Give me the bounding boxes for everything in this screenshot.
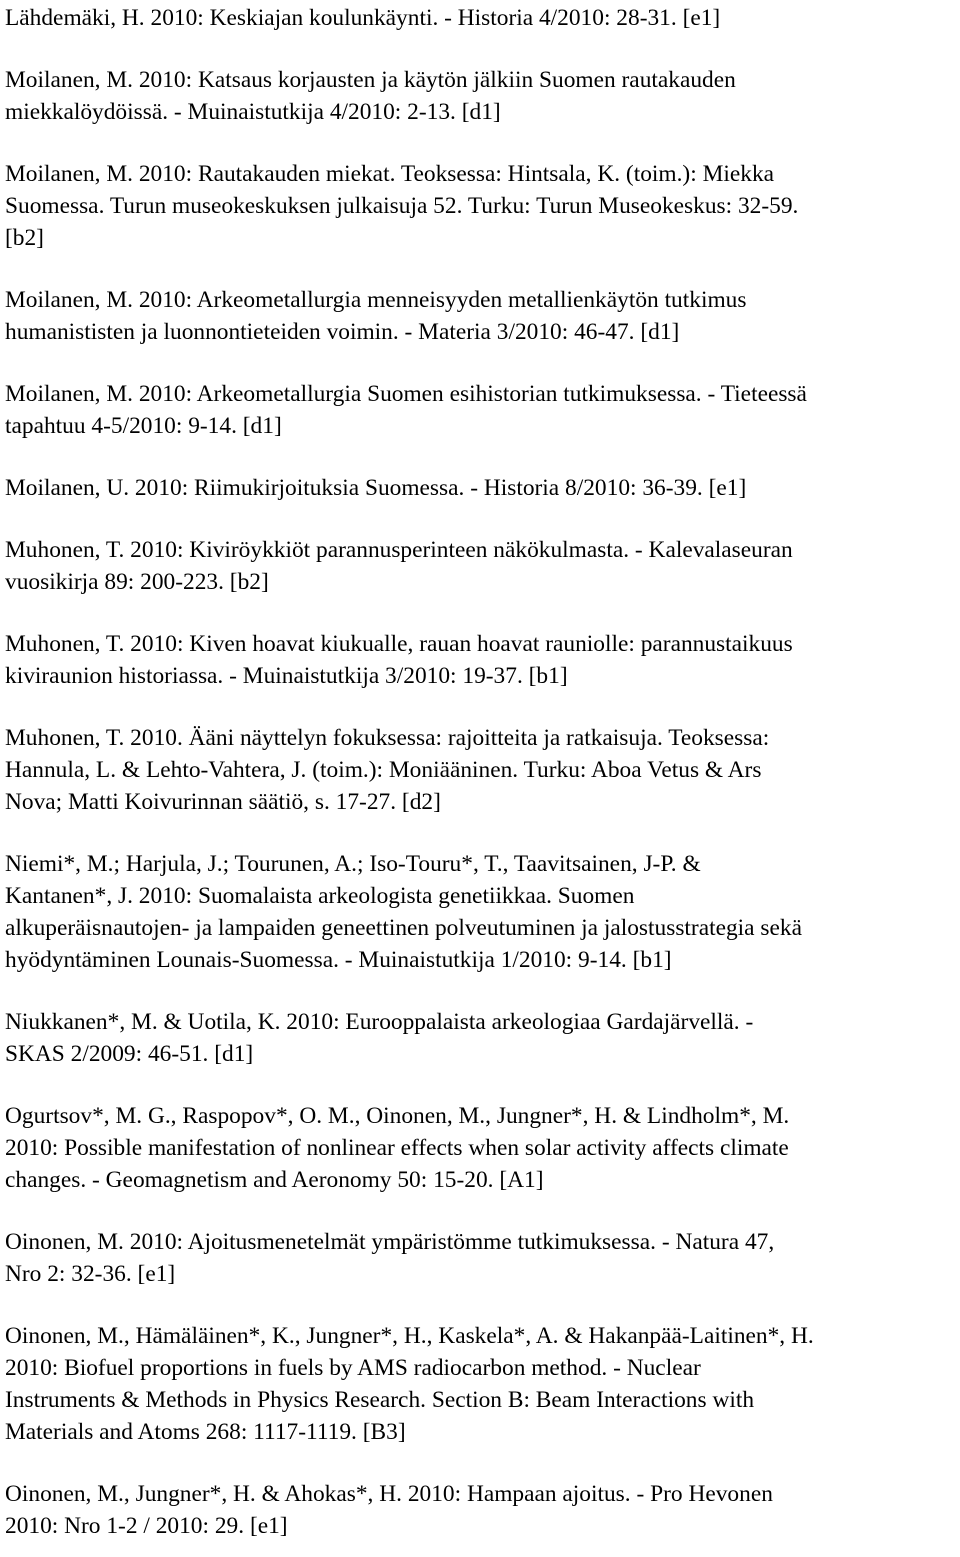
reference-line: Muhonen, T. 2010: Kiven hoavat kiukualle, rauan hoavat rauniolle: parannustaikuus xyxy=(5,631,793,657)
reference-entry xyxy=(5,2,960,34)
reference-entry xyxy=(5,1226,960,1290)
reference-entry xyxy=(5,1006,960,1070)
reference-entry xyxy=(5,848,960,976)
reference-line: kiviraunion historiassa. - Muinaistutkija 3/2010: 19-37. [b1] xyxy=(5,663,568,689)
reference-line: Niukkanen*, M. & Uotila, K. 2010: Eurooppalaista arkeologiaa Gardajärvellä. - xyxy=(5,1009,754,1035)
reference-entry xyxy=(5,628,960,692)
reference-line: Moilanen, U. 2010: Riimukirjoituksia Suomessa. - Historia 8/2010: 36-39. [e1] xyxy=(5,475,747,501)
reference-line: humanististen ja luonnontieteiden voimin. - Materia 3/2010: 46-47. [d1] xyxy=(5,319,680,345)
reference-line: Moilanen, M. 2010: Rautakauden miekat. Teoksessa: Hintsala, K. (toim.): Miekka xyxy=(5,161,775,187)
reference-line: Oinonen, M. 2010: Ajoitusmenetelmät ympäristömme tutkimuksessa. - Natura 47, xyxy=(5,1229,775,1255)
reference-line: vuosikirja 89: 200-223. [b2] xyxy=(5,569,269,595)
reference-list xyxy=(5,0,960,1542)
reference-line: tapahtuu 4-5/2010: 9-14. [d1] xyxy=(5,413,282,439)
reference-line: Hannula, L. & Lehto-Vahtera, J. (toim.): Moniääninen. Turku: Aboa Vetus & Ars xyxy=(5,757,762,783)
reference-line: Oinonen, M., Hämäläinen*, K., Jungner*, H., Kaskela*, A. & Hakanpää-Laitinen*, H. xyxy=(5,1323,814,1349)
reference-line: Instruments & Methods in Physics Research. Section B: Beam Interactions with xyxy=(5,1387,755,1413)
reference-line: miekkalöydöissä. - Muinaistutkija 4/2010: 2-13. [d1] xyxy=(5,99,501,125)
reference-line: Moilanen, M. 2010: Arkeometallurgia Suomen esihistorian tutkimuksessa. - Tieteessä xyxy=(5,381,807,407)
reference-line: alkuperäisnautojen- ja lampaiden geneettinen polveutuminen ja jalostusstrategia sekä xyxy=(5,915,802,941)
reference-line: 2010: Possible manifestation of nonlinear effects when solar activity affects climate xyxy=(5,1135,789,1161)
reference-line: Suomessa. Turun museokeskuksen julkaisuja 52. Turku: Turun Museokeskus: 32-59. xyxy=(5,193,799,219)
reference-line: SKAS 2/2009: 46-51. [d1] xyxy=(5,1041,254,1067)
reference-entry xyxy=(5,534,960,598)
reference-entry xyxy=(5,378,960,442)
reference-line: Oinonen, M., Jungner*, H. & Ahokas*, H. 2010: Hampaan ajoitus. - Pro Hevonen xyxy=(5,1481,773,1507)
reference-entry xyxy=(5,722,960,818)
reference-entry xyxy=(5,64,960,128)
reference-entry xyxy=(5,158,960,254)
reference-line: 2010: Nro 1-2 / 2010: 29. [e1] xyxy=(5,1513,288,1539)
reference-line: Kantanen*, J. 2010: Suomalaista arkeologista genetiikkaa. Suomen xyxy=(5,883,635,909)
reference-entry xyxy=(5,472,960,504)
reference-line: [b2] xyxy=(5,225,44,251)
reference-line: Ogurtsov*, M. G., Raspopov*, O. M., Oinonen, M., Jungner*, H. & Lindholm*, M. xyxy=(5,1103,790,1129)
reference-line: Nro 2: 32-36. [e1] xyxy=(5,1261,176,1287)
reference-line: Materials and Atoms 268: 1117-1119. [B3] xyxy=(5,1419,406,1445)
reference-line: Moilanen, M. 2010: Arkeometallurgia menneisyyden metallienkäytön tutkimus xyxy=(5,287,747,313)
reference-line: hyödyntäminen Lounais-Suomessa. - Muinaistutkija 1/2010: 9-14. [b1] xyxy=(5,947,672,973)
reference-line: Muhonen, T. 2010. Ääni näyttelyn fokuksessa: rajoitteita ja ratkaisuja. Teoksessa: xyxy=(5,725,770,751)
reference-line: Moilanen, M. 2010: Katsaus korjausten ja käytön jälkiin Suomen rautakauden xyxy=(5,67,736,93)
reference-entry xyxy=(5,284,960,348)
reference-entry xyxy=(5,1478,960,1542)
reference-line: Lähdemäki, H. 2010: Keskiajan koulunkäynti. - Historia 4/2010: 28-31. [e1] xyxy=(5,5,721,31)
reference-line: Nova; Matti Koivurinnan säätiö, s. 17-27. [d2] xyxy=(5,789,441,815)
reference-entry xyxy=(5,1100,960,1196)
reference-line: Muhonen, T. 2010: Kiviröykkiöt parannusperinteen näkökulmasta. - Kalevalaseuran xyxy=(5,537,793,563)
reference-line: 2010: Biofuel proportions in fuels by AMS radiocarbon method. - Nuclear xyxy=(5,1355,701,1381)
reference-line: changes. - Geomagnetism and Aeronomy 50: 15-20. [A1] xyxy=(5,1167,544,1193)
reference-entry xyxy=(5,1320,960,1448)
reference-line: Niemi*, M.; Harjula, J.; Tourunen, A.; Iso-Touru*, T., Taavitsainen, J-P. & xyxy=(5,851,701,877)
